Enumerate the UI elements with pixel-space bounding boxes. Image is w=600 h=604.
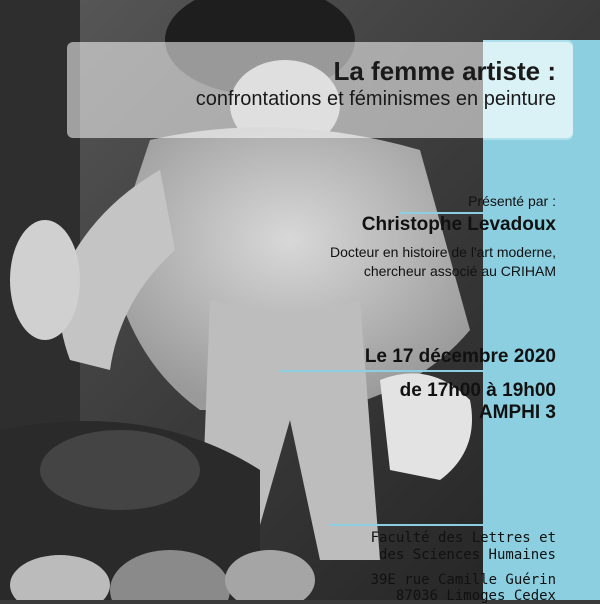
event-date: Le 17 décembre 2020 — [364, 346, 556, 367]
divider — [280, 370, 600, 372]
event-title — [196, 56, 556, 112]
event-time: de 17h00 à 19h00 — [399, 380, 556, 401]
venue-name: Faculté des Lettres et des Sciences Humaines — [370, 530, 556, 563]
presented-by-label: Présenté par : — [468, 193, 556, 209]
event-time-room — [400, 380, 556, 424]
event-room: AMPHI 3 — [478, 402, 556, 423]
speaker-role: Docteur en histoire de l'art moderne, chercheur associé au CRIHAM — [329, 244, 556, 279]
title-main: La femme artiste : — [333, 56, 556, 86]
speaker-name: Christophe Levadoux — [361, 214, 556, 235]
divider — [330, 524, 600, 526]
venue-address: 39E rue Camille Guérin 87036 Limoges Cedex — [370, 572, 556, 604]
title-subtitle: confrontations et féminismes en peinture — [195, 88, 556, 110]
